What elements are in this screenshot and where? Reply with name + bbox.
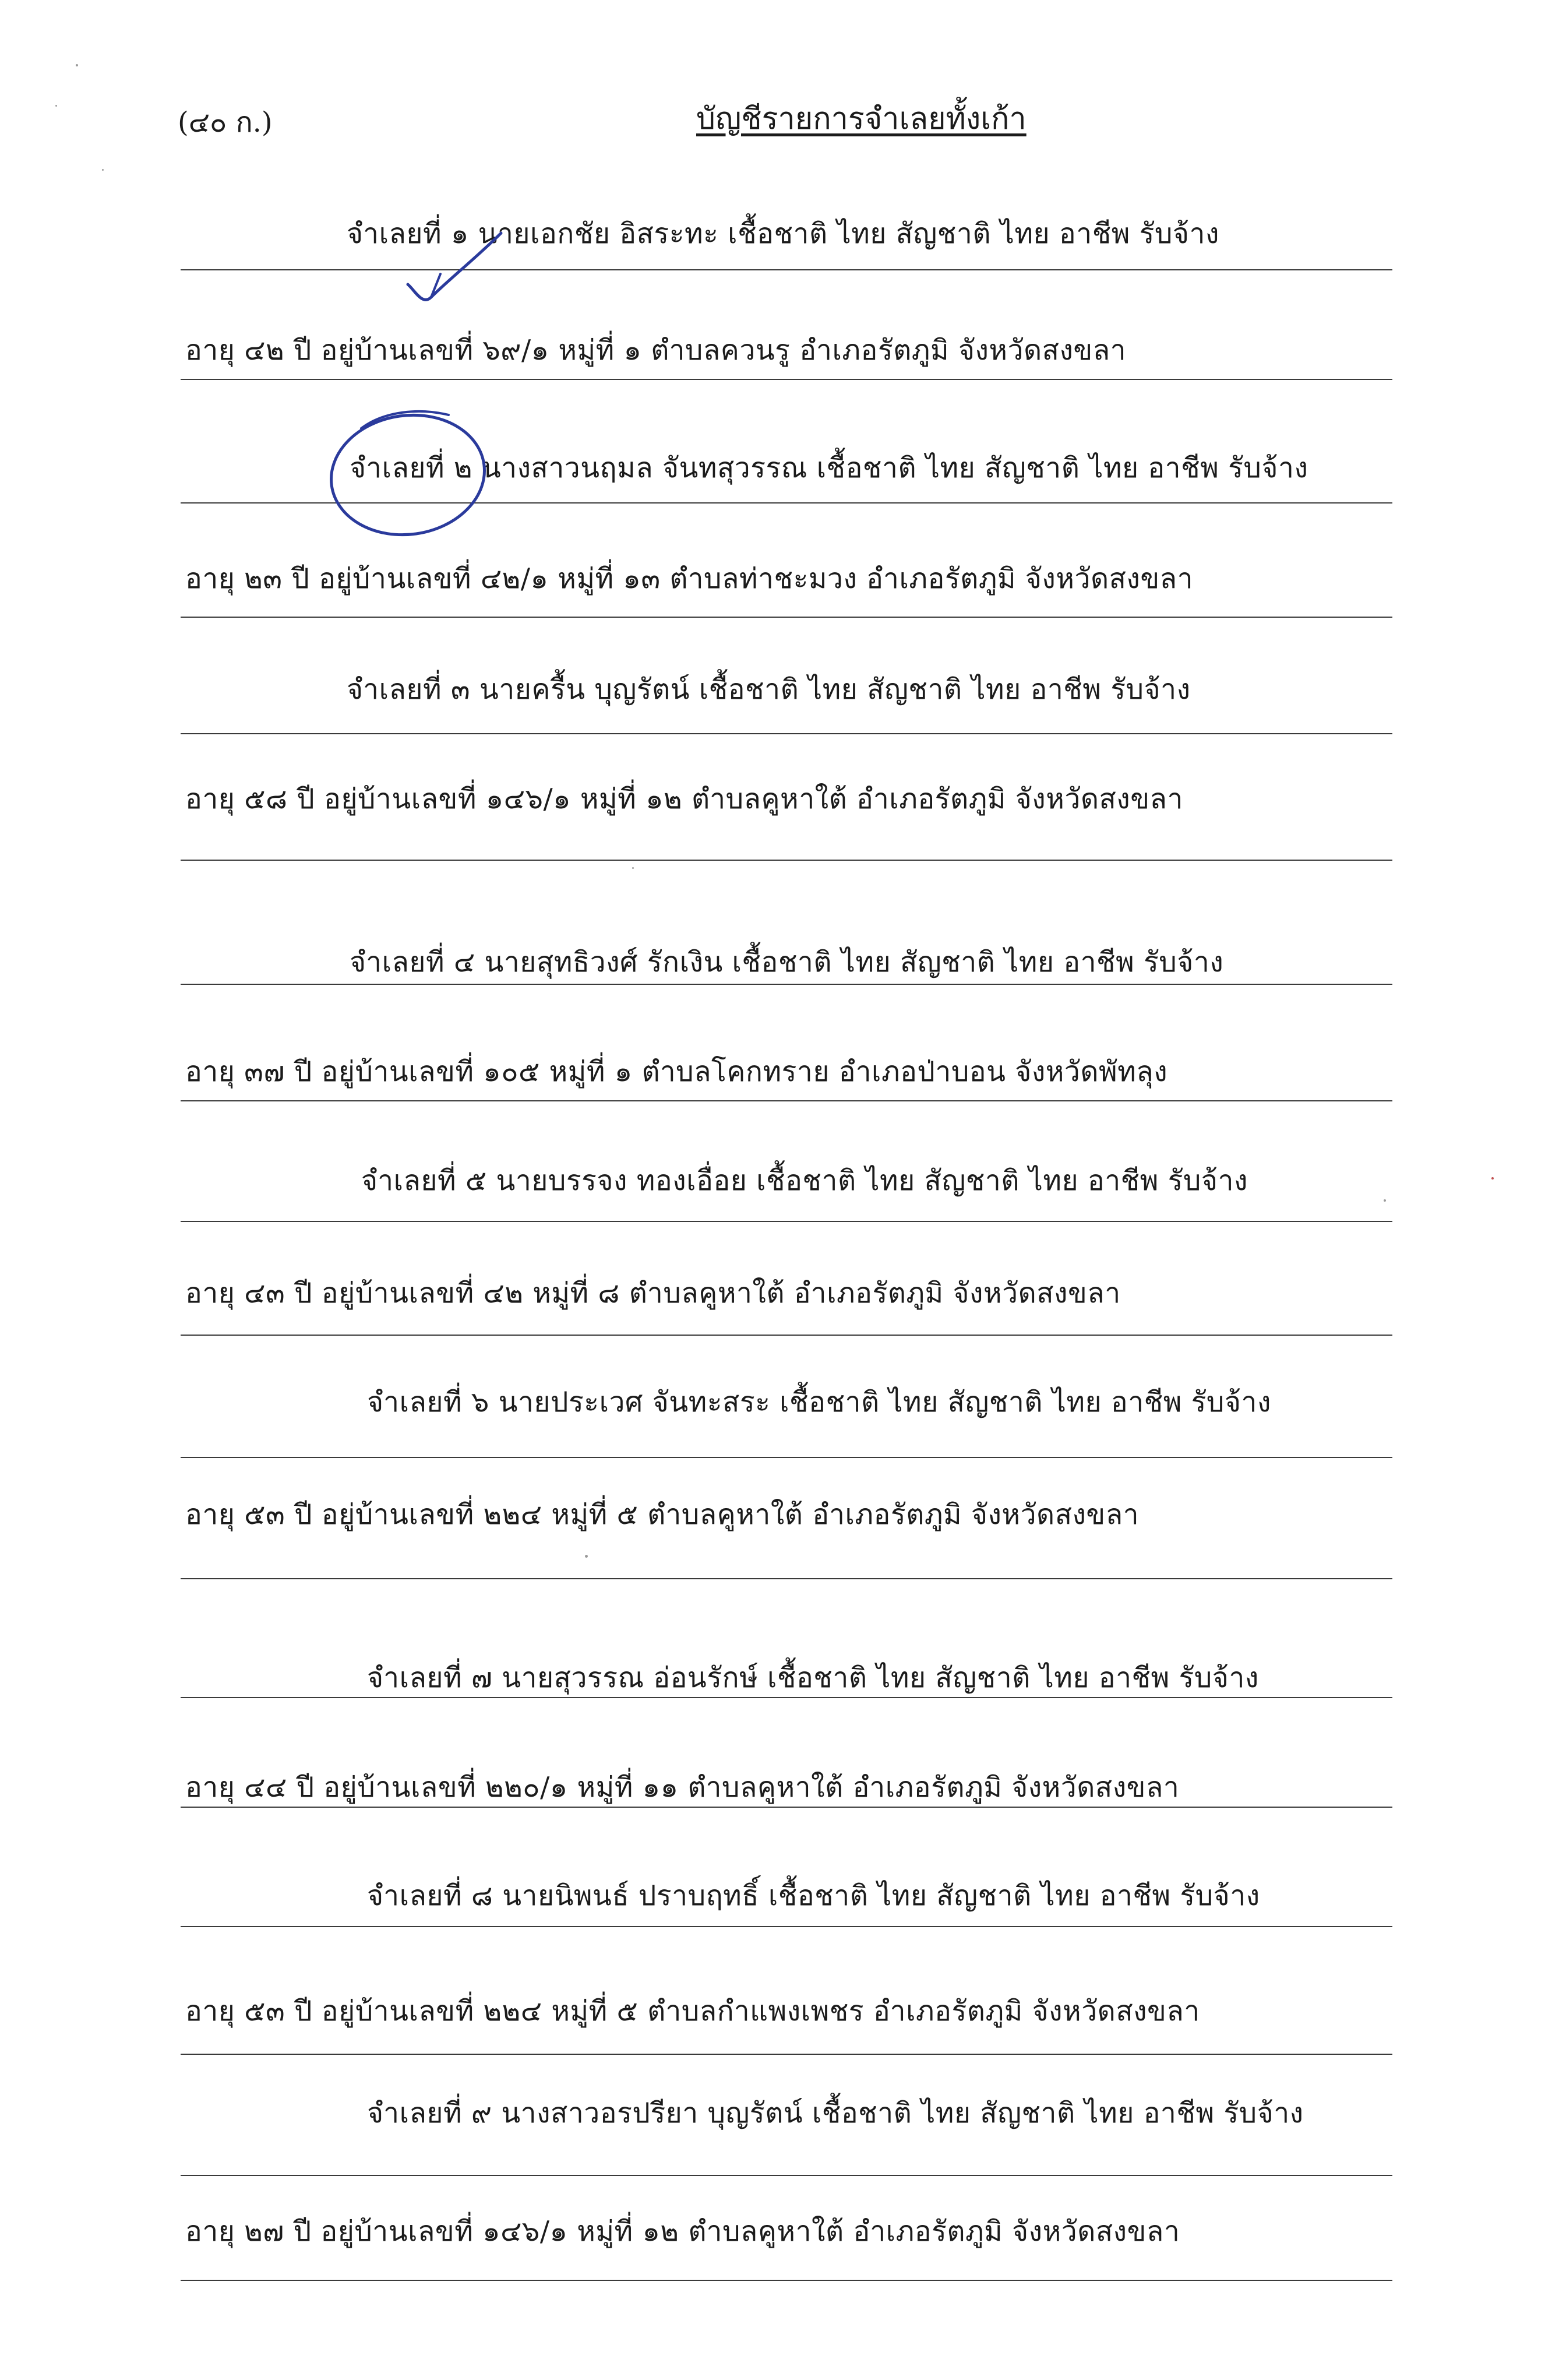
scan-speck: [1384, 1199, 1386, 1202]
rule-line: [181, 502, 1392, 504]
defendant-4-line-1: จำเลยที่ ๔ นายสุทธิวงศ์ รักเงิน เชื้อชาติ ไทย สัญชาติ ไทย อาชีพ รับจ้าง: [350, 946, 1224, 978]
defendant-2-line-2: อายุ ๒๓ ปี อยู่บ้านเลขที่ ๔๒/๑ หมู่ที่ ๑๓ ตำบลท่าชะมวง อำเภอรัตภูมิ จังหวัดสงขลา: [185, 562, 1194, 595]
rule-line: [181, 1457, 1392, 1458]
pen-checkmark-icon: [431, 274, 440, 297]
rule-line: [181, 2175, 1392, 2176]
defendant-8-line-1: จำเลยที่ ๘ นายนิพนธ์ ปราบฤทธิ์ เชื้อชาติ ไทย สัญชาติ ไทย อาชีพ รับจ้าง: [367, 1879, 1260, 1912]
rule-line: [181, 2054, 1392, 2055]
defendant-7-line-2: อายุ ๔๔ ปี อยู่บ้านเลขที่ ๒๒๐/๑ หมู่ที่ ๑๑ ตำบลคูหาใต้ อำเภอรัตภูมิ จังหวัดสงขลา: [185, 1771, 1180, 1804]
rule-line: [181, 1697, 1392, 1698]
rule-line: [181, 1578, 1392, 1579]
defendant-6-line-1: จำเลยที่ ๖ นายประเวศ จันทะสระ เชื้อชาติ ไทย สัญชาติ ไทย อาชีพ รับจ้าง: [367, 1386, 1271, 1418]
defendant-1-line-1: จำเลยที่ ๑ นายเอกชัย อิสระทะ เชื้อชาติ ไทย สัญชาติ ไทย อาชีพ รับจ้าง: [347, 217, 1219, 250]
defendant-6-line-2: อายุ ๕๓ ปี อยู่บ้านเลขที่ ๒๒๔ หมู่ที่ ๕ ตำบลคูหาใต้ อำเภอรัตภูมิ จังหวัดสงขลา: [185, 1498, 1140, 1531]
defendant-9-line-2: อายุ ๒๗ ปี อยู่บ้านเลขที่ ๑๔๖/๑ หมู่ที่ ๑๒ ตำบลคูหาใต้ อำเภอรัตภูมิ จังหวัดสงขลา: [185, 2215, 1180, 2248]
rule-line: [181, 1335, 1392, 1336]
defendant-2-line-1: จำเลยที่ ๒ นางสาวนฤมล จันทสุวรรณ เชื้อชาติ ไทย สัญชาติ ไทย อาชีพ รับจ้าง: [350, 452, 1308, 484]
defendant-9-line-1: จำเลยที่ ๙ นางสาวอรปรียา บุญรัตน์ เชื้อชาติ ไทย สัญชาติ ไทย อาชีพ รับจ้าง: [367, 2097, 1304, 2129]
document-title: บัญชีรายการจำเลยทั้งเก้า: [696, 101, 1027, 136]
rule-line: [181, 269, 1392, 270]
rule-line: [181, 379, 1392, 380]
rule-line: [181, 860, 1392, 861]
defendant-5-line-2: อายุ ๔๓ ปี อยู่บ้านเลขที่ ๔๒ หมู่ที่ ๘ ตำบลคูหาใต้ อำเภอรัตภูมิ จังหวัดสงขลา: [185, 1277, 1121, 1309]
scan-speck: [55, 105, 57, 107]
scan-speck: [76, 64, 78, 66]
rule-line: [181, 1807, 1392, 1808]
defendant-3-line-2: อายุ ๕๘ ปี อยู่บ้านเลขที่ ๑๔๖/๑ หมู่ที่ ๑๒ ตำบลคูหาใต้ อำเภอรัตภูมิ จังหวัดสงขลา: [185, 783, 1183, 815]
scan-speck: [102, 169, 104, 171]
scan-speck: [1491, 1177, 1494, 1180]
pen-circle-icon: [361, 411, 449, 428]
rule-line: [181, 1221, 1392, 1222]
defendant-1-line-2: อายุ ๔๒ ปี อยู่บ้านเลขที่ ๖๙/๑ หมู่ที่ ๑ ตำบลควนรู อำเภอรัตภูมิ จังหวัดสงขลา: [185, 334, 1127, 367]
form-code: (๔๐ ก.): [178, 106, 273, 139]
rule-line: [181, 1100, 1392, 1101]
scan-speck: [632, 867, 634, 869]
rule-line: [181, 733, 1392, 734]
scan-speck: [585, 1555, 588, 1558]
defendant-3-line-1: จำเลยที่ ๓ นายครื้น บุญรัตน์ เชื้อชาติ ไทย สัญชาติ ไทย อาชีพ รับจ้าง: [347, 673, 1191, 706]
rule-line: [181, 1926, 1392, 1927]
defendant-8-line-2: อายุ ๕๓ ปี อยู่บ้านเลขที่ ๒๒๔ หมู่ที่ ๕ ตำบลกำแพงเพชร อำเภอรัตภูมิ จังหวัดสงขลา: [185, 1995, 1200, 2027]
defendant-4-line-2: อายุ ๓๗ ปี อยู่บ้านเลขที่ ๑๐๕ หมู่ที่ ๑ ตำบลโคกทราย อำเภอป่าบอน จังหวัดพัทลุง: [185, 1055, 1168, 1088]
rule-line: [181, 984, 1392, 985]
rule-line: [181, 617, 1392, 618]
defendant-5-line-1: จำเลยที่ ๕ นายบรรจง ทองเอื่อย เชื้อชาติ ไทย สัญชาติ ไทย อาชีพ รับจ้าง: [361, 1164, 1248, 1197]
rule-line: [181, 2280, 1392, 2281]
defendant-7-line-1: จำเลยที่ ๗ นายสุวรรณ อ่อนรักษ์ เชื้อชาติ ไทย สัญชาติ ไทย อาชีพ รับจ้าง: [367, 1661, 1259, 1694]
